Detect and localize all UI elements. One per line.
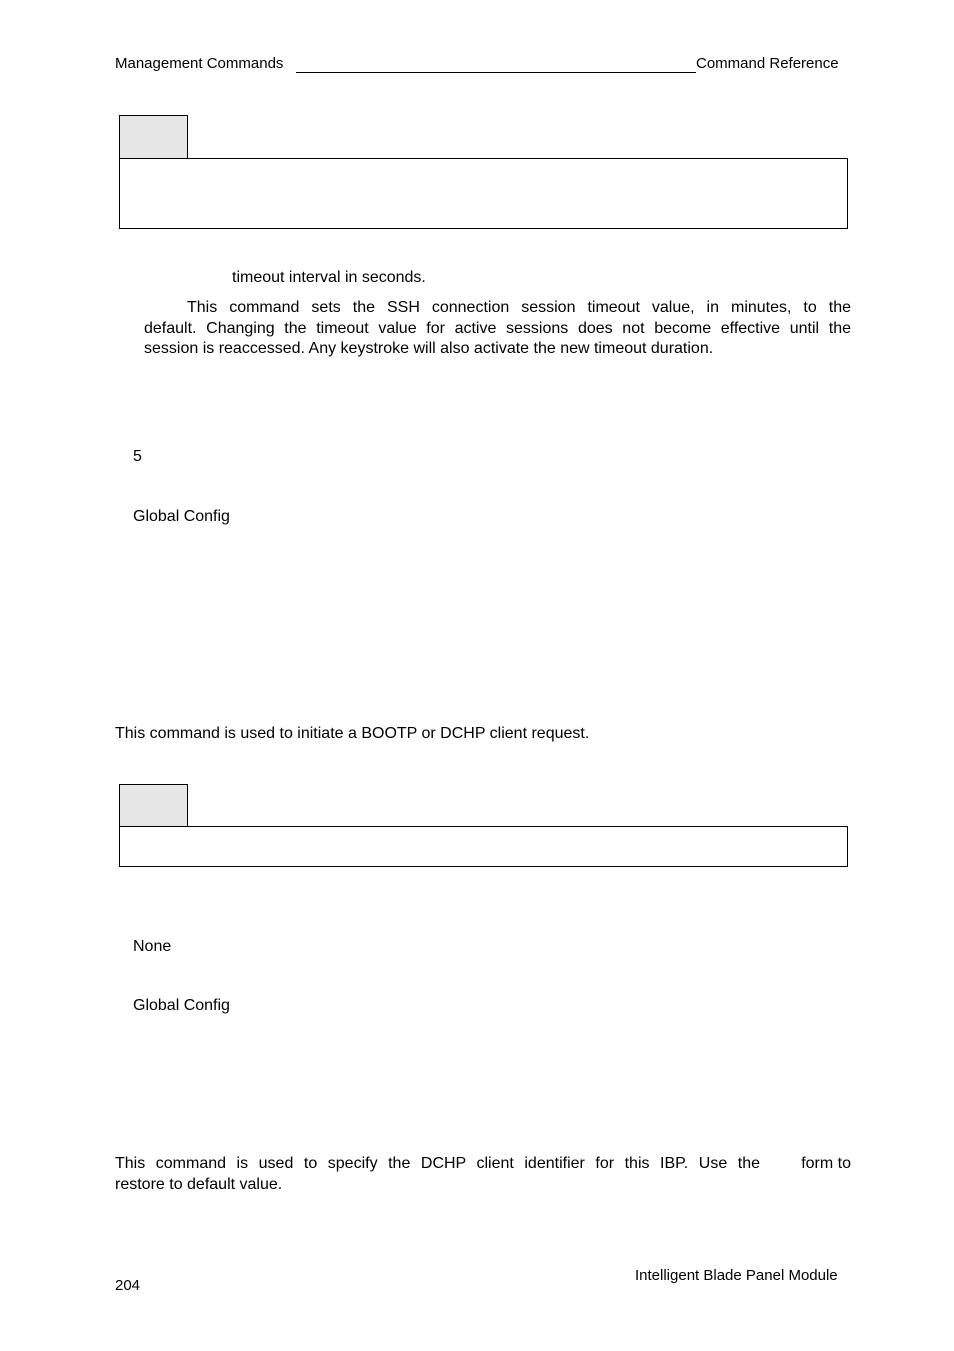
default-value: 5 <box>133 448 142 465</box>
command-description-1 <box>144 298 851 360</box>
description-line: restore to default value. <box>115 1175 283 1193</box>
syntax-format-tab <box>119 784 188 827</box>
syntax-format-box <box>119 158 848 229</box>
description-line: session is reaccessed. Any keystroke will also activate the new timeout duration. <box>144 340 714 357</box>
command-mode: Global Config <box>133 997 230 1014</box>
syntax-format-box <box>119 826 848 867</box>
description-line: default. Changing the timeout value for active sessions does not become effective until the <box>144 319 851 337</box>
header-left: Management Commands <box>115 55 284 72</box>
command-description-3 <box>115 1154 851 1195</box>
default-value: None <box>133 938 172 955</box>
parameter-description: timeout interval in seconds. <box>232 269 426 286</box>
description-line: This command sets the SSH connection session timeout value, in minutes, to the <box>187 299 851 316</box>
command-description-2: This command is used to initiate a BOOTP or DCHP client request. <box>115 725 590 742</box>
description-text-tail: form to <box>801 1155 851 1172</box>
page-number: 204 <box>115 1277 141 1294</box>
header-right: Command Reference <box>696 55 839 72</box>
footer-product: Intelligent Blade Panel Module <box>635 1267 838 1284</box>
description-text: This command is used to specify the DCHP client identifier for this IBP. Use the <box>115 1155 760 1172</box>
syntax-format-tab <box>119 115 188 159</box>
command-mode: Global Config <box>133 508 230 525</box>
header-rule <box>296 72 696 73</box>
description-line <box>115 1154 851 1175</box>
